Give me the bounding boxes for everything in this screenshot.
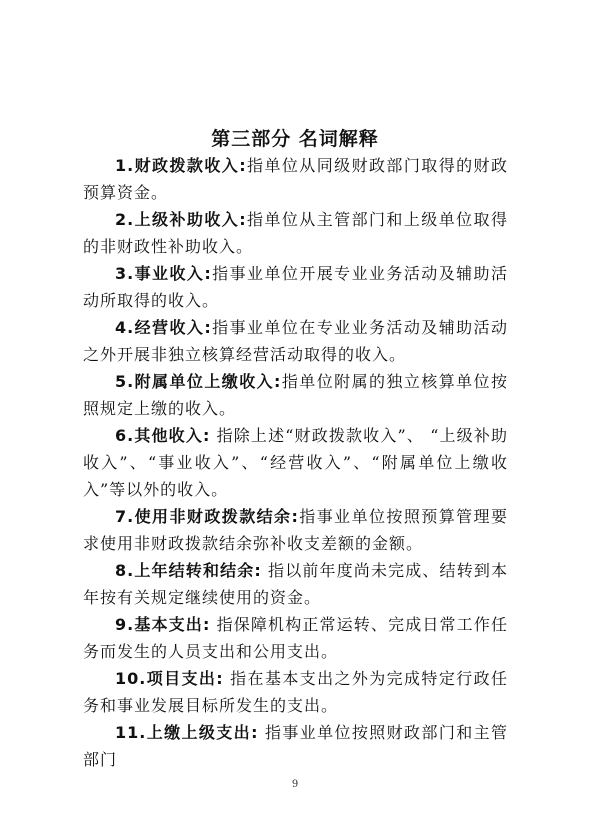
term-definition: 指事业单位在专业业务活动及辅助活动之外开展非独立核算经营活动取得的收入。 xyxy=(83,318,508,364)
term-name: 9.基本支出: xyxy=(115,615,211,634)
term-definition: 指单位从主管部门和上级单位取得的非财政性补助收入。 xyxy=(83,210,508,256)
term-name: 2.上级补助收入: xyxy=(115,210,247,229)
glossary-item xyxy=(83,557,508,611)
term-definition: 指事业单位按照财政部门和主管部门 xyxy=(83,723,508,769)
page-number: 9 xyxy=(291,779,299,790)
term-name: 8.上年结转和结余: xyxy=(115,561,262,580)
glossary-item xyxy=(83,665,508,719)
glossary-item xyxy=(83,422,508,503)
glossary-item xyxy=(83,719,508,773)
term-name: 5.附属单位上缴收入: xyxy=(115,372,282,391)
glossary-item xyxy=(83,206,508,260)
term-definition: 指除上述“财政拨款收入”、 “上级补助收入”、“事业收入”、“经营收入”、“附属单位上缴收入”等以外的收入。 xyxy=(83,426,508,499)
term-name: 7.使用非财政拨款结余: xyxy=(115,507,299,526)
term-definition: 指以前年度尚未完成、结转到本年按有关规定继续使用的资金。 xyxy=(83,561,508,607)
glossary-item xyxy=(83,314,508,368)
glossary-item xyxy=(83,503,508,557)
glossary-list xyxy=(83,152,508,773)
term-name: 4.经营收入: xyxy=(115,318,212,337)
glossary-item xyxy=(83,260,508,314)
term-definition: 指在基本支出之外为完成特定行政任务和事业发展目标所发生的支出。 xyxy=(83,669,508,715)
term-name: 3.事业收入: xyxy=(115,264,212,283)
term-name: 6.其他收入: xyxy=(115,426,211,445)
page-title: 第三部分 名词解释 xyxy=(211,128,379,150)
term-name: 1.财政拨款收入: xyxy=(115,156,247,175)
glossary-item xyxy=(83,368,508,422)
term-definition: 指保障机构正常运转、完成日常工作任务而发生的人员支出和公用支出。 xyxy=(83,615,508,661)
glossary-item xyxy=(83,611,508,665)
term-definition: 指事业单位开展专业业务活动及辅助活动所取得的收入。 xyxy=(83,264,508,310)
glossary-item xyxy=(83,152,508,206)
term-name: 10.项目支出: xyxy=(115,669,224,688)
term-definition: 指事业单位按照预算管理要求使用非财政拨款结余弥补收支差额的金额。 xyxy=(83,507,508,553)
term-definition: 指单位附属的独立核算单位按照规定上缴的收入。 xyxy=(83,372,508,418)
term-name: 11.上缴上级支出: xyxy=(115,723,259,742)
term-definition: 指单位从同级财政部门取得的财政预算资金。 xyxy=(83,156,508,202)
